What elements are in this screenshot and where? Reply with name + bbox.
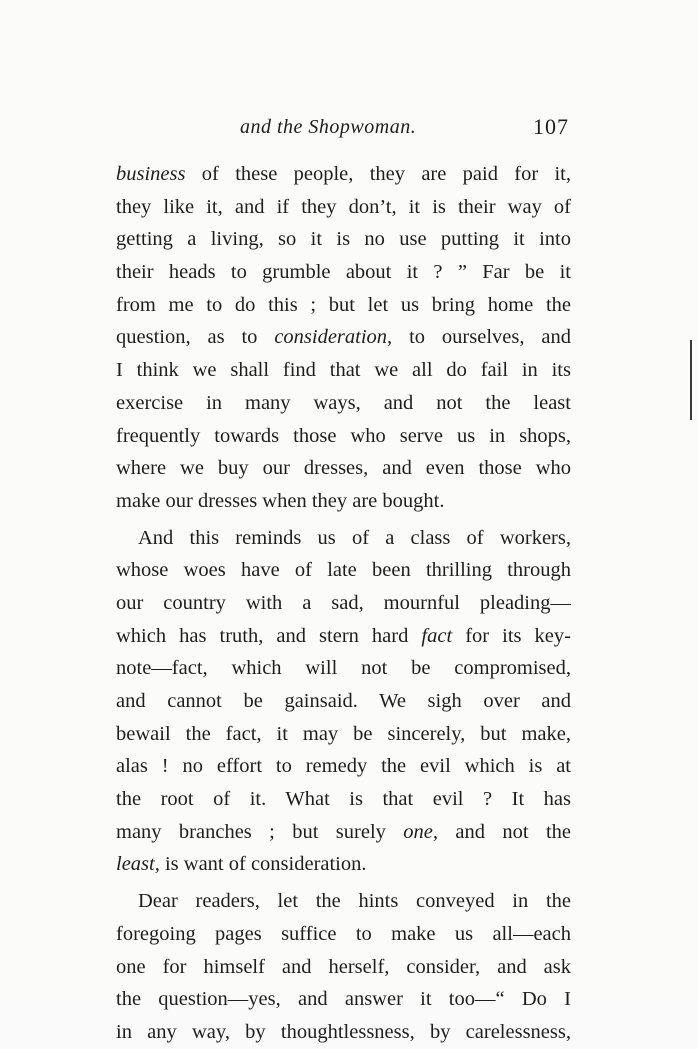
text-line: whose woes have of late been thrilling through xyxy=(116,559,571,582)
text-line: bewail the fact, it may be sincerely, but make, xyxy=(116,722,571,745)
text-line: frequently towards those who serve us in shops, xyxy=(116,424,571,447)
page-number: 107 xyxy=(533,114,569,139)
text-line: business of these people, they are paid for it, xyxy=(116,163,571,185)
text-line: the root of it. What is that evil ? It has xyxy=(116,788,571,811)
text-line: from me to do this ; but let us bring home the xyxy=(116,293,571,316)
text-line: which has truth, and stern hard fact for its key- xyxy=(116,624,571,647)
text-line: least, is want of consideration. xyxy=(116,853,367,876)
text-line: the question—yes, and answer it too—“ Do I xyxy=(116,988,571,1011)
text-line: getting a living, so it is no use putting it into xyxy=(116,228,571,251)
text-line: make our dresses when they are bought. xyxy=(116,489,445,512)
paragraph-first-line: And this reminds us of a class of workers, xyxy=(138,526,571,549)
text-line: many branches ; but surely one, and not the xyxy=(116,820,571,843)
paragraph-first-line: Dear readers, let the hints conveyed in the xyxy=(138,890,571,913)
text-line: note—fact, which will not be compromised, xyxy=(116,657,571,680)
text-line: their heads to grumble about it ? ” Far be it xyxy=(116,261,571,284)
text-line: one for himself and herself, consider, and ask xyxy=(116,955,571,978)
text-line: exercise in many ways, and not the least xyxy=(116,391,571,414)
text-line: in any way, by thoughtlessness, by carelessness, xyxy=(116,1020,571,1043)
text-line: our country with a sad, mournful pleading— xyxy=(116,591,571,614)
running-head xyxy=(116,114,571,146)
text-line: alas ! no effort to remedy the evil which is at xyxy=(116,755,571,778)
text-line: where we buy our dresses, and even those who xyxy=(116,457,571,480)
text-line: I think we shall find that we all do fail in its xyxy=(116,359,571,382)
text-line: and cannot be gainsaid. We sigh over and xyxy=(116,690,571,712)
text-line: foregoing pages suffice to make us all—each xyxy=(116,922,571,945)
running-head-title: and the Shopwoman. xyxy=(240,116,417,138)
text-line: question, as to consideration, to ourselves, and xyxy=(116,326,571,349)
page-edge-mark xyxy=(690,340,692,420)
text-line: they like it, and if they don’t, it is their way of xyxy=(116,195,571,218)
body-text xyxy=(116,158,571,1049)
